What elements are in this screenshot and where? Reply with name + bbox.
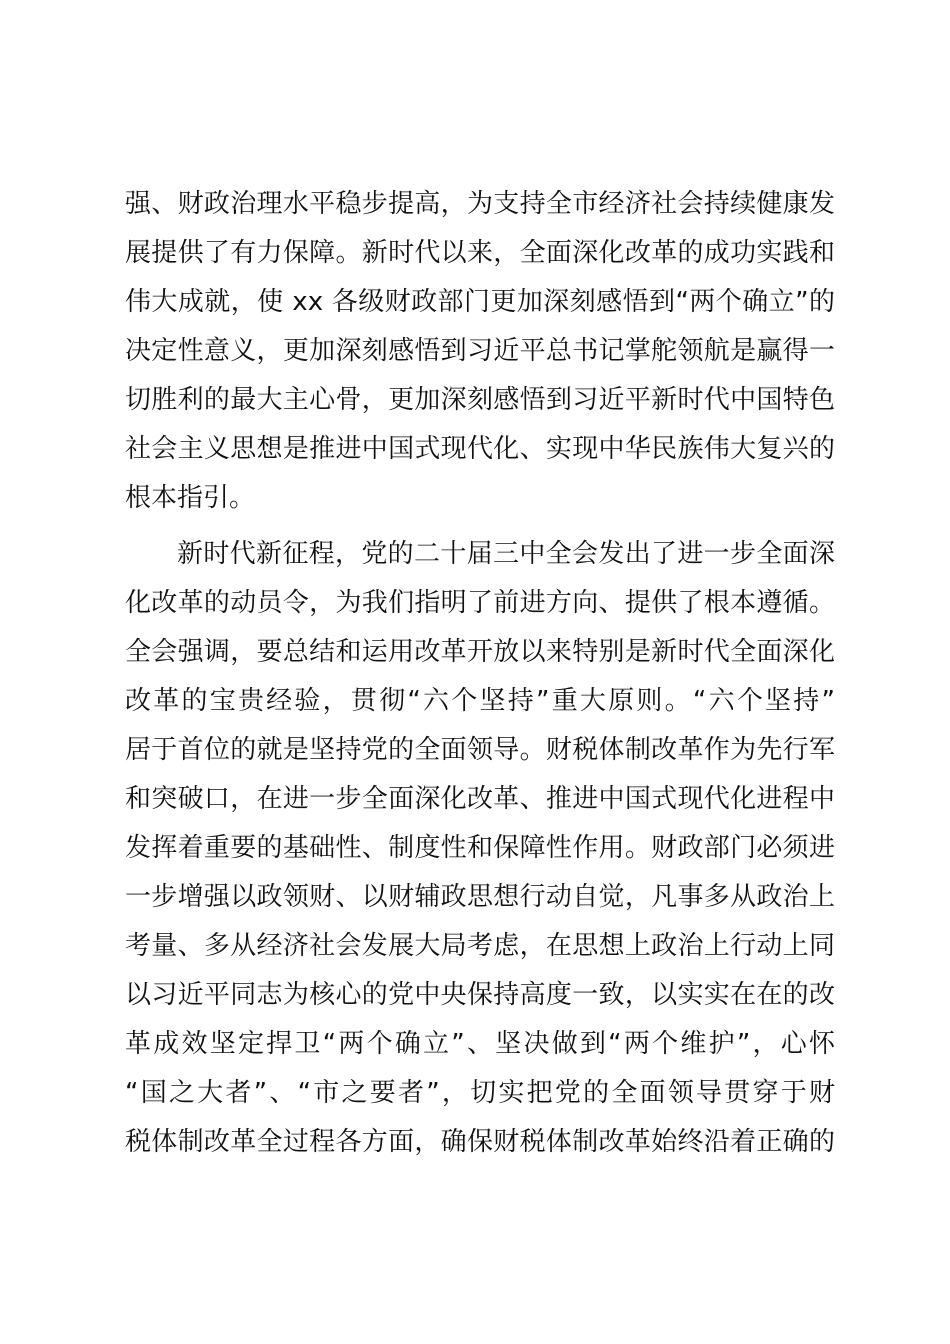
paragraph-1-line-6: 社会主义思想是推进中国式现代化、实现中华民族伟大复兴的 (125, 434, 835, 464)
paragraph-2-line-12: “国之大者”、“市之要者”，切实把党的全面领导贯穿于财 (125, 1078, 835, 1108)
paragraph-1-line-5: 切胜利的最大主心骨，更加深刻感悟到习近平新时代中国特色 (125, 385, 835, 415)
paragraph-2-line-8: 一步增强以政领财、以财辅政思想行动自觉，凡事多从政治上 (125, 882, 835, 912)
paragraph-1-line-4: 决定性意义，更加深刻感悟到习近平总书记掌舵领航是赢得一 (125, 336, 835, 366)
paragraph-2-line-9: 考量、多从经济社会发展大局考虑，在思想上政治上行动上同 (125, 931, 835, 961)
paragraph-2-line-1: 新时代新征程，党的二十届三中全会发出了进一步全面深 (177, 539, 835, 569)
paragraph-1-line-2: 展提供了有力保障。新时代以来，全面深化改革的成功实践和 (125, 238, 835, 268)
paragraph-2-line-6: 和突破口，在进一步全面深化改革、推进中国式现代化进程中 (125, 784, 835, 814)
paragraph-2-line-4: 改革的宝贵经验，贯彻“六个坚持”重大原则。“六个坚持” (125, 686, 835, 716)
paragraph-2-line-11: 革成效坚定捍卫“两个确立”、坚决做到“两个维护”，心怀 (125, 1029, 835, 1059)
paragraph-2-line-2: 化改革的动员令，为我们指明了前进方向、提供了根本遵循。 (125, 588, 835, 618)
paragraph-2-line-13: 税体制改革全过程各方面，确保财税体制改革始终沿着正确的 (125, 1127, 835, 1157)
paragraph-2 (125, 530, 835, 1167)
paragraph-1-line-1: 强、财政治理水平稳步提高，为支持全市经济社会持续健康发 (125, 189, 835, 219)
paragraph-1-line-3: 伟大成就，使 xx 各级财政部门更加深刻感悟到“两个确立”的 (125, 287, 835, 317)
paragraph-2-line-3: 全会强调，要总结和运用改革开放以来特别是新时代全面深化 (125, 637, 835, 667)
paragraph-2-line-7: 发挥着重要的基础性、制度性和保障性作用。财政部门必须进 (125, 833, 835, 863)
paragraph-2-line-5: 居于首位的就是坚持党的全面领导。财税体制改革作为先行军 (125, 735, 835, 765)
paragraph-1 (125, 180, 835, 523)
paragraph-1-line-7: 根本指引。 (125, 483, 256, 513)
paragraph-2-line-10: 以习近平同志为核心的党中央保持高度一致，以实实在在的改 (125, 980, 835, 1010)
